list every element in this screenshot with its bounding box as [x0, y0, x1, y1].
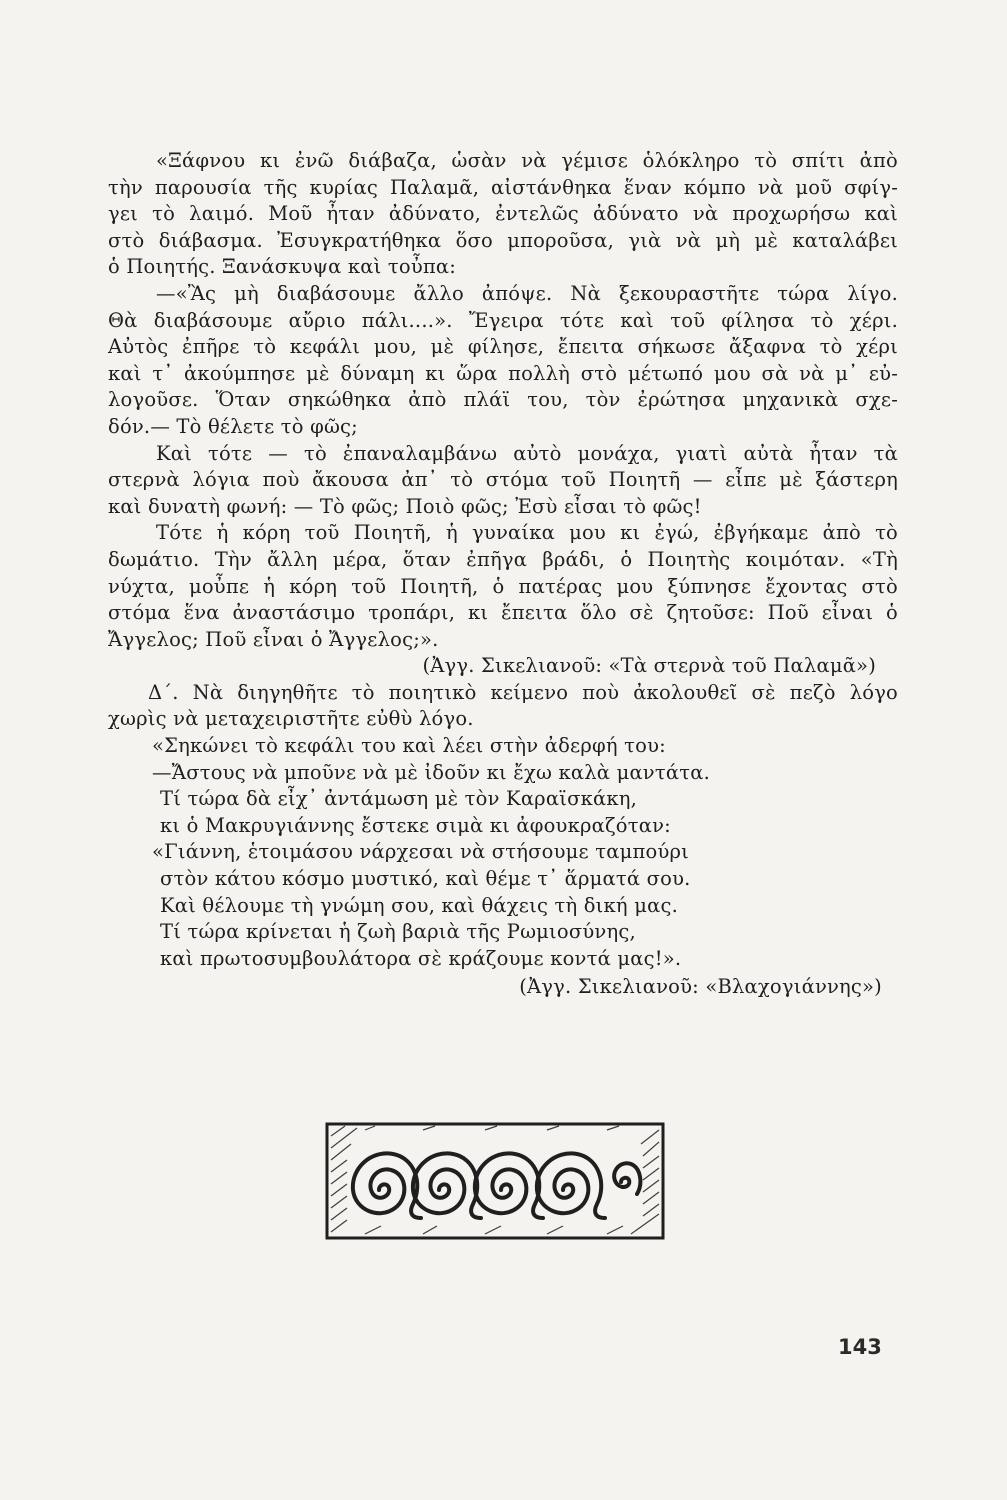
text-line: Δ΄. Νὰ διηγηθῆτε τὸ ποιητικὸ κείμενο ποὺ ἀκολουθεῖ σὲ πεζὸ λόγο — [148, 680, 898, 704]
text-line: «Ξάφνου κι ἐνῶ διάβαζα, ὡσὰν νὰ γέμισε ὁλόκληρο τὸ σπίτι ἀπὸ — [156, 149, 898, 172]
poem-line: κι ὁ Μακρυγιάννης ἔστεκε σιμὰ κι ἀφουκραζόταν: — [160, 813, 671, 837]
poem-line: «Γιάννη, ἑτοιμάσου νάρχεσαι νὰ στήσουμε ταμπούρι — [152, 840, 690, 864]
poem-line: Τί τώρα κρίνεται ἡ ζωὴ βαριὰ τῆς Ρωμιοσύνης, — [160, 920, 636, 944]
page-text — [108, 148, 898, 1001]
paragraph-3 — [108, 441, 898, 521]
text-line: καὶ δυνατὴ φωνή: — Τὸ φῶς; Ποιὸ φῶς; Ἐσὺ εἶσαι τὸ φῶς! — [108, 494, 702, 518]
poem-line: καὶ πρωτοσυμβουλάτορα σὲ κράζουμε κοντά μας!». — [160, 946, 682, 970]
exercise-instruction — [108, 680, 898, 733]
text-line: Αὐτὸς ἐπῆρε τὸ κεφάλι μου, μὲ φίλησε, ἔπειτα σήκωσε ἄξαφνα τὸ χέρι — [108, 335, 898, 359]
text-line: στόμα ἕνα ἀναστάσιμο τροπάρι, κι ἔπειτα ὅλο σὲ ζητοῦσε: Ποῦ εἶναι ὁ — [108, 601, 898, 625]
text-line: γει τὸ λαιμό. Μοῦ ἦταν ἀδύνατο, ἐντελῶς ἀδύνατο νὰ προχωρήσω καὶ — [108, 202, 898, 226]
text-line: Θὰ διαβάσουμε αὔριο πάλι....». Ἔγειρα τότε καὶ τοῦ φίλησα τὸ χέρι. — [108, 308, 898, 332]
text-line: Καὶ τότε — τὸ ἐπαναλαμβάνω αὐτὸ μονάχα, γιατὶ αὐτὰ ἦταν τὰ — [156, 441, 898, 465]
poem-line: Καὶ θέλουμε τὴ γνώμη σου, καὶ θάχεις τὴ δική μας. — [160, 893, 678, 917]
text-line: —«Ἂς μὴ διαβάσουμε ἄλλο ἀπόψε. Νὰ ξεκουραστῆτε τώρα λίγο. — [156, 281, 898, 305]
text-line: δωμάτιο. Τὴν ἄλλη μέρα, ὅταν ἐπῆγα βράδι, ὁ Ποιητὴς κοιμόταν. «Τὴ — [108, 547, 898, 571]
text-line: νύχτα, μοὖπε ἡ κόρη τοῦ Ποιητῆ, ὁ πατέρας μου ξύπνησε ἔχοντας στὸ — [108, 574, 898, 598]
poem-line: —Ἄστους νὰ μποῦνε νὰ μὲ ἰδοῦν κι ἔχω καλὰ μαντάτα. — [152, 760, 710, 784]
poem-line: Τί τώρα δὰ εἶχ᾽ ἀντάμωση μὲ τὸν Καραϊσκάκη, — [160, 787, 637, 811]
text-line: δόν.— Τὸ θέλετε τὸ φῶς; — [108, 414, 358, 438]
passage-citation: (Ἀγγ. Σικελιανοῦ: «Τὰ στερνὰ τοῦ Παλαμᾶ») — [422, 654, 876, 678]
page-number: 143 — [838, 1335, 882, 1359]
text-line: καὶ τ᾽ ἀκούμπησε μὲ δύναμη κι ὥρα πολλὴ στὸ μέτωπό μου σὰ νὰ μ᾽ εὐ- — [108, 361, 898, 385]
paragraph-2 — [108, 281, 898, 441]
spiral-meander-ornament-icon — [325, 1122, 665, 1240]
text-line: τὴν παρουσία τῆς κυρίας Παλαμᾶ, αἰστάνθηκα ἕναν κόμπο νὰ μοῦ σφίγ- — [108, 175, 898, 199]
text-line: στὸ διάβασμα. Ἐσυγκρατήθηκα ὅσο μποροῦσα, γιὰ νὰ μὴ μὲ καταλάβει — [108, 228, 898, 252]
poem-citation: (Ἀγγ. Σικελιανοῦ: «Βλαχογιάννης») — [519, 975, 882, 999]
text-line: Ἄγγελος; Ποῦ εἶναι ὁ Ἄγγελος;». — [108, 627, 439, 651]
paragraph-4 — [108, 520, 898, 653]
text-line: ὁ Ποιητής. Ξανάσκυψα καὶ τοὖπα: — [108, 255, 457, 279]
poem-line: «Σηκώνει τὸ κεφάλι του καὶ λέει στὴν ἀδερφή του: — [152, 734, 666, 758]
paragraph-1 — [108, 148, 898, 281]
poem — [108, 733, 898, 972]
text-line: στερνὰ λόγια ποὺ ἄκουσα ἀπ᾽ τὸ στόμα τοῦ Ποιητῆ — εἶπε μὲ ξάστερη — [108, 468, 898, 492]
text-line: Τότε ἡ κόρη τοῦ Ποιητῆ, ἡ γυναίκα μου κι ἐγώ, ἐβγήκαμε ἀπὸ τὸ — [156, 521, 898, 545]
text-line: λογοῦσε. Ὅταν σηκώθηκα ἀπὸ πλάϊ του, τὸν ἐρώτησα μηχανικὰ σχε- — [108, 388, 898, 412]
poem-line: στὸν κάτου κόσμο μυστικό, καὶ θέμε τ᾽ ἅρματά σου. — [160, 867, 691, 891]
text-line: χωρὶς νὰ μεταχειριστῆτε εὐθὺ λόγο. — [108, 707, 474, 731]
